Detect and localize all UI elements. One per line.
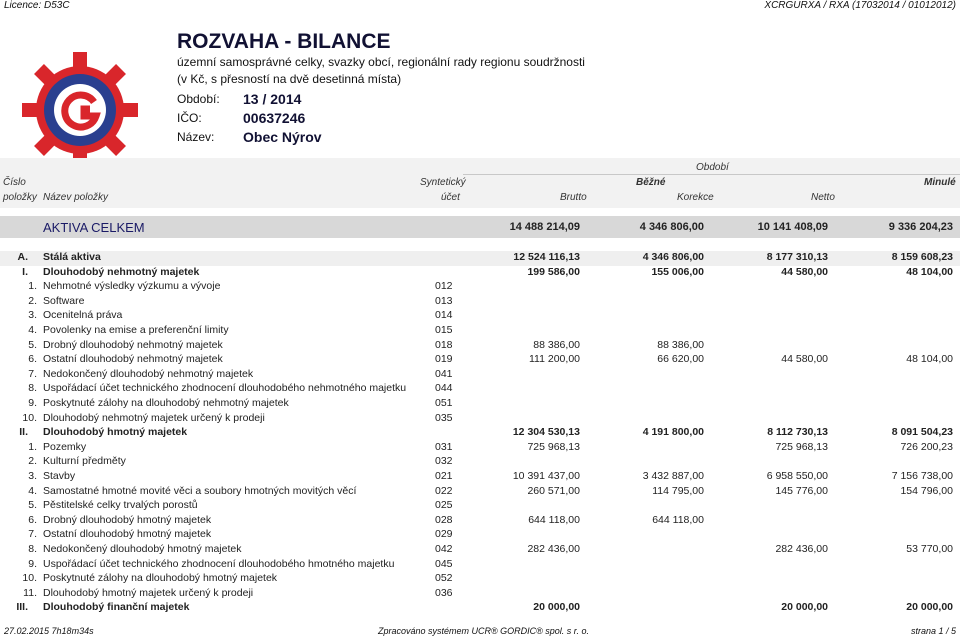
row-account: 019 <box>435 353 453 366</box>
row-minule: 8 091 504,23 <box>891 426 953 439</box>
table-row <box>0 280 960 295</box>
row-netto: 6 958 550,00 <box>766 470 828 482</box>
row-minule: 48 104,00 <box>906 353 953 366</box>
row-brutto: 111 200,00 <box>529 353 580 366</box>
row-account: 031 <box>435 440 453 453</box>
row-brutto: 260 571,00 <box>527 484 580 497</box>
row-korekce: 4 191 800,00 <box>642 426 704 439</box>
col-brutto: Brutto <box>560 192 587 203</box>
table-row <box>0 295 960 310</box>
row-account: 028 <box>435 513 453 526</box>
row-mark: 4. <box>28 324 37 336</box>
table-row <box>0 353 960 368</box>
row-name: Dlouhodobý finanční majetek <box>43 601 190 614</box>
row-name: Ocenitelná práva <box>43 309 123 322</box>
gordic-logo-icon <box>18 48 142 172</box>
col-synteticky: Syntetický <box>420 177 466 188</box>
row-mark: 3. <box>28 470 37 482</box>
row-name: Povolenky na emise a preferenční limity <box>43 324 229 336</box>
row-name: Dlouhodobý nehmotný majetek <box>43 265 200 278</box>
table-row <box>0 601 960 616</box>
row-mark: 8. <box>28 543 37 555</box>
col-netto: Netto <box>811 192 835 203</box>
row-name: Ostatní dlouhodobý hmotný majetek <box>43 528 212 541</box>
row-mark: 11. <box>23 586 37 599</box>
table-row <box>0 368 960 383</box>
row-netto: 44 580,00 <box>781 265 828 278</box>
row-account: 045 <box>435 557 453 570</box>
row-netto: 44 580,00 <box>781 353 828 366</box>
period-label: Období: <box>177 92 220 106</box>
row-name: Poskytnuté zálohy na dlouhodobý nehmotný majetek <box>43 397 289 409</box>
aktiva-total-label: AKTIVA CELKEM <box>43 220 145 235</box>
name-value: Obec Nýrov <box>243 129 322 145</box>
row-netto: 145 776,00 <box>775 484 828 497</box>
row-brutto: 12 304 530,13 <box>512 426 580 439</box>
row-account: 029 <box>435 528 453 541</box>
row-name: Kulturní předměty <box>43 455 126 468</box>
row-mark: 10. <box>22 572 37 585</box>
row-mark: 1. <box>28 280 37 293</box>
row-netto: 725 968,13 <box>775 440 828 453</box>
row-account: 015 <box>435 324 453 336</box>
table-row <box>0 558 960 573</box>
aktiva-minule: 9 336 204,23 <box>888 221 953 233</box>
row-mark: 4. <box>28 484 37 497</box>
row-account: 042 <box>435 543 453 555</box>
row-mark: 5. <box>28 499 37 512</box>
row-mark: 5. <box>28 338 37 351</box>
row-name: Dlouhodobý hmotný majetek <box>43 426 188 439</box>
col-nazev: Název položky <box>43 192 109 203</box>
row-name: Samostatné hmotné movité věci a soubory hmotných movitých věcí <box>43 484 357 497</box>
row-account: 013 <box>435 294 453 307</box>
table-row <box>0 514 960 529</box>
row-korekce: 3 432 887,00 <box>642 470 704 482</box>
col-obdobi: Období <box>696 162 729 173</box>
license-label: Licence: D53C <box>4 0 70 11</box>
ico-value: 00637246 <box>243 110 306 126</box>
col-cislo: Číslo <box>3 177 26 188</box>
row-mark: II. <box>19 426 28 439</box>
table-row <box>0 543 960 558</box>
footer-timestamp: 27.02.2015 7h18m34s <box>4 626 94 636</box>
row-brutto: 199 586,00 <box>527 265 580 278</box>
row-account: 044 <box>435 382 453 395</box>
row-account: 021 <box>435 470 453 482</box>
row-name: Uspořádací účet technického zhodnocení dlouhodobého hmotného majetku <box>43 557 395 570</box>
row-mark: 1. <box>28 440 37 453</box>
row-name: Stavby <box>43 470 76 482</box>
row-account: 014 <box>435 309 453 322</box>
row-name: Dlouhodobý nehmotný majetek určený k prodeji <box>43 411 265 424</box>
row-mark: I. <box>22 265 28 278</box>
table-row <box>0 251 960 266</box>
table-row <box>0 441 960 456</box>
row-korekce: 644 118,00 <box>652 513 704 526</box>
table-row <box>0 426 960 441</box>
row-netto: 20 000,00 <box>781 601 828 614</box>
table-row <box>0 470 960 485</box>
row-minule: 53 770,00 <box>906 543 953 555</box>
report-subtitle: územní samosprávné celky, svazky obcí, regionální rady regionu soudržnosti <box>177 55 585 69</box>
row-mark: 7. <box>28 528 37 541</box>
row-mark: 7. <box>28 367 37 380</box>
col-bezne: Běžné <box>636 177 666 188</box>
row-brutto: 644 118,00 <box>528 513 580 526</box>
row-name: Nehmotné výsledky výzkumu a vývoje <box>43 280 221 293</box>
table-row <box>0 266 960 281</box>
row-minule: 154 796,00 <box>900 484 953 497</box>
row-account: 052 <box>435 572 453 585</box>
col-korekce: Korekce <box>677 192 714 203</box>
row-name: Nedokončený dlouhodobý hmotný majetek <box>43 543 242 555</box>
row-korekce: 114 795,00 <box>652 484 704 497</box>
table-row <box>0 587 960 602</box>
aktiva-netto: 10 141 408,09 <box>757 221 828 233</box>
table-row <box>0 309 960 324</box>
row-mark: 9. <box>28 557 37 570</box>
header-divider <box>463 174 960 175</box>
table-row <box>0 455 960 470</box>
row-korekce: 155 006,00 <box>651 265 704 278</box>
row-name: Poskytnuté zálohy na dlouhodobý hmotný majetek <box>43 572 278 585</box>
row-minule: 726 200,23 <box>900 440 953 453</box>
row-minule: 48 104,00 <box>906 265 953 278</box>
row-account: 036 <box>435 586 453 599</box>
row-mark: A. <box>17 251 28 263</box>
row-brutto: 88 386,00 <box>533 338 580 351</box>
row-name: Dlouhodobý hmotný majetek určený k prodeji <box>43 586 254 599</box>
row-mark: 6. <box>28 513 37 526</box>
row-account: 022 <box>435 484 453 497</box>
row-brutto: 282 436,00 <box>527 543 580 555</box>
row-name: Software <box>43 294 85 307</box>
row-mark: 8. <box>28 382 37 395</box>
row-mark: 9. <box>28 397 37 409</box>
name-label: Název: <box>177 130 215 144</box>
aktiva-korekce: 4 346 806,00 <box>639 221 704 233</box>
col-polozky: položky <box>3 192 37 203</box>
aktiva-brutto: 14 488 214,09 <box>509 221 580 233</box>
period-value: 13 / 2014 <box>243 91 302 107</box>
row-account: 012 <box>435 280 453 293</box>
row-mark: 2. <box>28 294 37 307</box>
table-row <box>0 485 960 500</box>
row-minule: 20 000,00 <box>906 601 953 614</box>
row-account: 051 <box>435 397 453 409</box>
table-row <box>0 572 960 587</box>
table-row <box>0 499 960 514</box>
table-row <box>0 528 960 543</box>
report-units-note: (v Kč, s přesností na dvě desetinná místa) <box>177 72 402 86</box>
table-row <box>0 382 960 397</box>
footer-page: strana 1 / 5 <box>910 626 956 636</box>
col-ucet: účet <box>441 192 460 203</box>
ico-label: IČO: <box>177 111 202 125</box>
row-name: Uspořádací účet technického zhodnocení dlouhodobého nehmotného majetku <box>43 382 407 395</box>
row-brutto: 20 000,00 <box>533 601 580 614</box>
row-mark: 2. <box>28 455 37 468</box>
row-account: 041 <box>435 367 453 380</box>
row-account: 018 <box>435 338 453 351</box>
table-row <box>0 412 960 427</box>
row-account: 025 <box>435 499 453 512</box>
row-brutto: 10 391 437,00 <box>512 470 580 482</box>
col-minule: Minulé <box>924 177 956 188</box>
row-korekce: 4 346 806,00 <box>642 251 704 263</box>
footer-system: Zpracováno systémem UCR® GORDIC® spol. s r. o. <box>378 626 589 636</box>
row-name: Pozemky <box>43 440 87 453</box>
row-account: 035 <box>435 411 453 424</box>
row-name: Ostatní dlouhodobý nehmotný majetek <box>43 353 223 366</box>
row-netto: 8 112 730,13 <box>767 426 828 439</box>
row-korekce: 88 386,00 <box>657 338 704 351</box>
row-brutto: 725 968,13 <box>527 440 580 453</box>
row-korekce: 66 620,00 <box>657 353 704 366</box>
row-mark: 10. <box>22 411 37 424</box>
row-mark: 3. <box>28 309 37 322</box>
row-minule: 8 159 608,23 <box>891 251 953 263</box>
row-mark: 6. <box>28 353 37 366</box>
row-brutto: 12 524 116,13 <box>513 251 580 263</box>
table-row <box>0 397 960 412</box>
row-name: Drobný dlouhodobý nehmotný majetek <box>43 338 223 351</box>
row-netto: 282 436,00 <box>775 543 828 555</box>
table-row <box>0 324 960 339</box>
report-title: ROZVAHA - BILANCE <box>177 30 391 53</box>
row-account: 032 <box>435 455 453 468</box>
row-name: Stálá aktiva <box>43 251 101 263</box>
row-mark: III. <box>16 601 28 614</box>
row-name: Drobný dlouhodobý hmotný majetek <box>43 513 212 526</box>
row-netto: 8 177 310,13 <box>766 251 828 263</box>
table-row <box>0 339 960 354</box>
row-name: Pěstitelské celky trvalých porostů <box>43 499 198 512</box>
report-code: XCRGURXA / RXA (17032014 / 01012012) <box>764 0 956 11</box>
row-minule: 7 156 738,00 <box>891 470 953 482</box>
row-name: Nedokončený dlouhodobý nehmotný majetek <box>43 367 254 380</box>
